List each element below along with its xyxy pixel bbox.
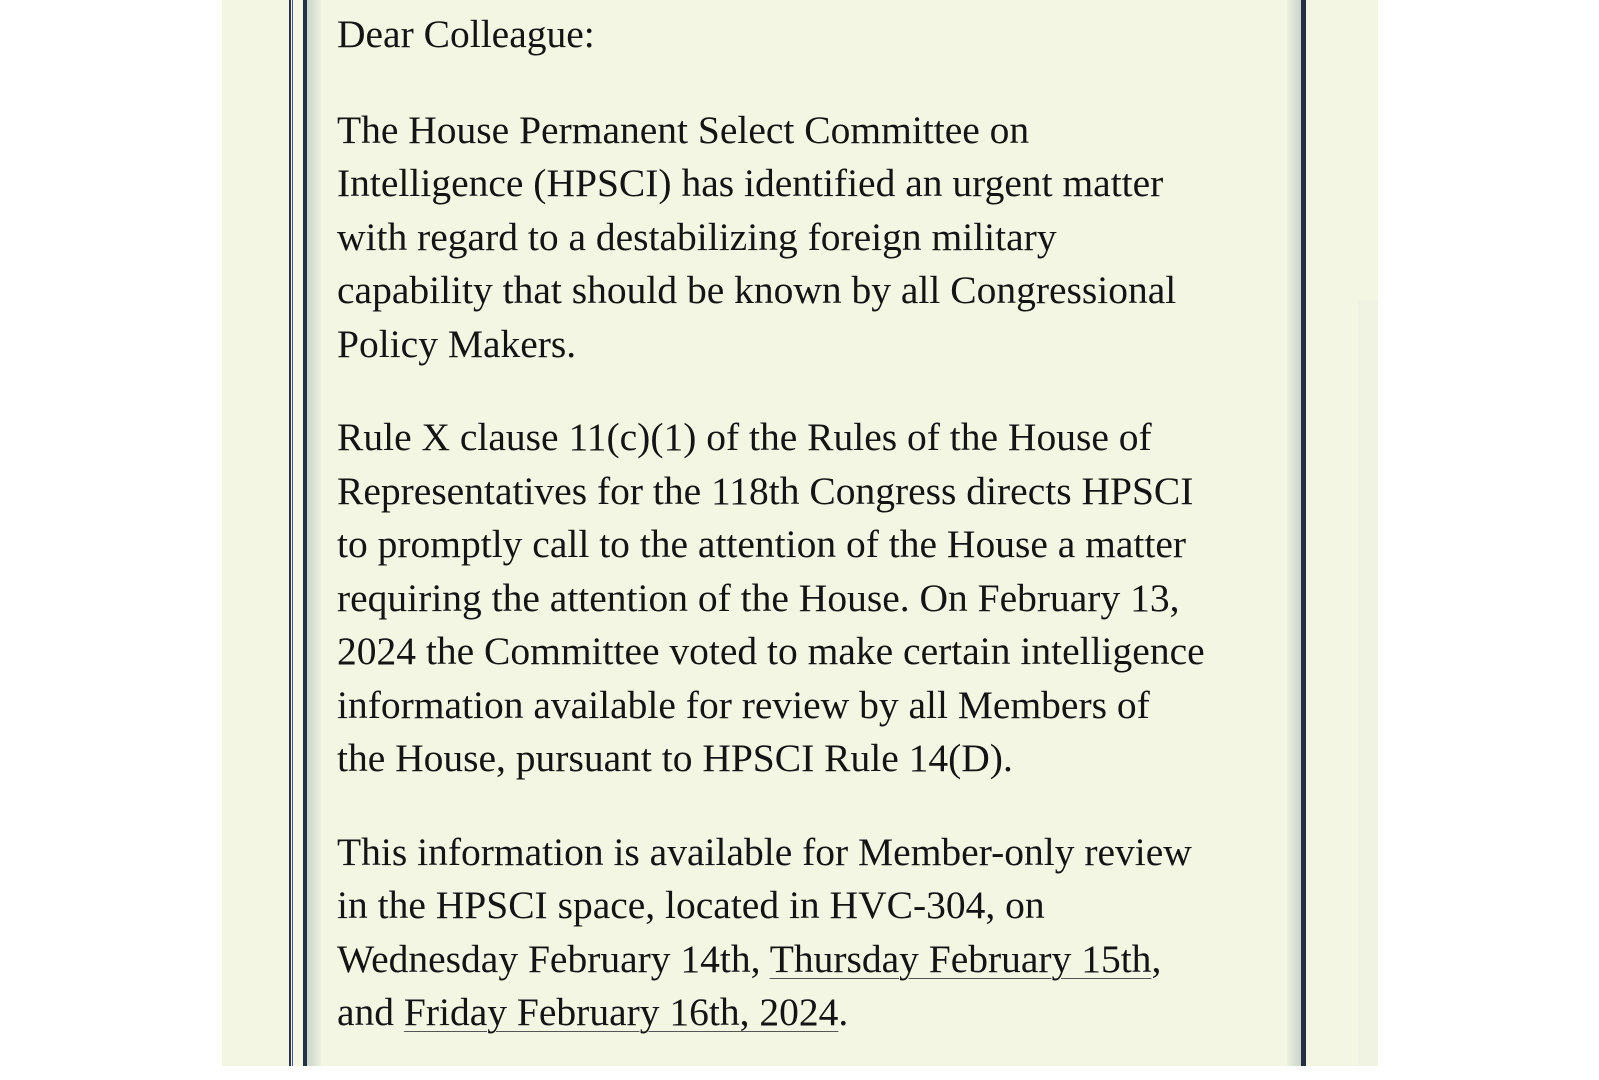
frame-border-left-accent: [292, 0, 293, 1066]
frame-border-left-outer: [289, 0, 291, 1066]
paragraph-review-availability: [337, 826, 1297, 1040]
review-text-part-2: , and: [337, 936, 1162, 1034]
frame-border-right: [1301, 0, 1306, 1066]
review-date-friday: Friday February 16th, 2024: [403, 990, 839, 1034]
paragraph-urgent-matter: The House Permanent Select Committee on Intelligence (HPSCI) has identified an urgent matter with regard to a destabilizing foreign military capability that should be known by all Congressional Policy Makers.: [337, 107, 1177, 366]
letter-body: [337, 8, 1297, 1080]
review-text-part-1: This information is available for Member-only review in the HPSCI space, located in HVC-304, on Wednesday February 14th,: [337, 829, 1192, 981]
salutation: Dear Colleague:: [337, 12, 595, 56]
paragraph-rule-x: Rule X clause 11(c)(1) of the Rules of the House of Representatives for the 118th Congress directs HPSCI to promptly call to the attention of the House a matter requiring the attention of the House. On February 13, 2024 the Committee voted to make certain intelligence information available for review by all Members of the House, pursuant to HPSCI Rule 14(D).: [337, 415, 1205, 780]
scan-edge: [1358, 300, 1378, 1066]
frame-shade-left: [307, 0, 321, 1066]
review-text-part-3: .: [838, 990, 849, 1034]
review-date-thursday: Thursday February 15th: [769, 936, 1152, 981]
